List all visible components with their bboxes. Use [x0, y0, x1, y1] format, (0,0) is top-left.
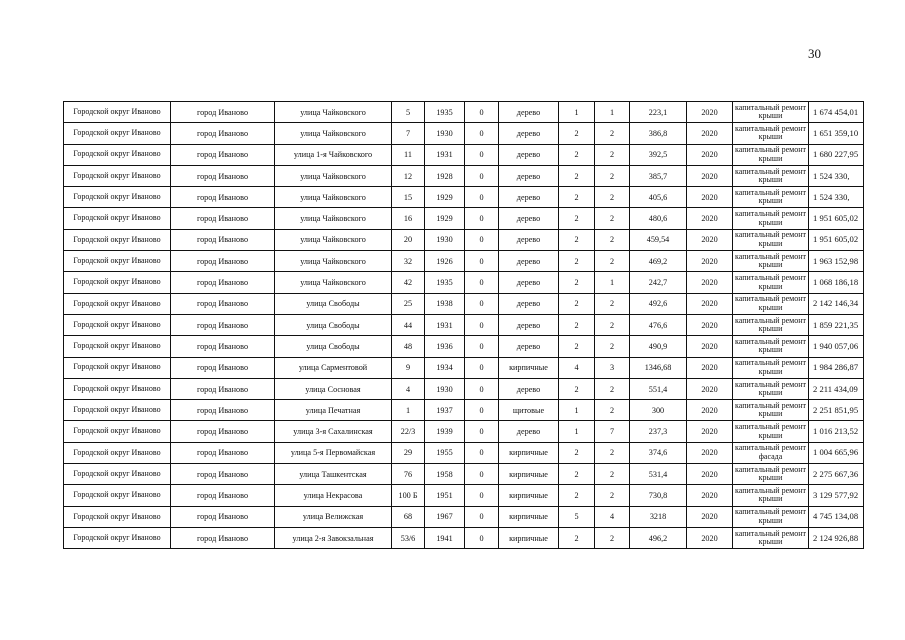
plan-year-cell: 2020: [687, 378, 733, 399]
cost-cell: 1 016 213,52: [809, 421, 864, 442]
work-type-cell: капитальный ремонт крыши: [733, 485, 809, 506]
entrances-cell: 1: [595, 272, 630, 293]
cost-cell: 1 004 665,96: [809, 442, 864, 463]
zero-cell: 0: [465, 400, 499, 421]
floors-cell: 1: [559, 421, 595, 442]
district-cell: Городской округ Иваново: [64, 165, 171, 186]
floors-cell: 2: [559, 378, 595, 399]
city-cell: город Иваново: [171, 165, 275, 186]
work-type-cell: капитальный ремонт фасада: [733, 442, 809, 463]
entrances-cell: 2: [595, 251, 630, 272]
district-cell: Городской округ Иваново: [64, 102, 171, 123]
street-cell: улица 3-я Сахалинская: [275, 421, 392, 442]
zero-cell: 0: [465, 527, 499, 548]
plan-year-cell: 2020: [687, 464, 733, 485]
zero-cell: 0: [465, 485, 499, 506]
build-year-cell: 1938: [425, 293, 465, 314]
table-row: [64, 102, 864, 123]
build-year-cell: 1939: [425, 421, 465, 442]
area-cell: 496,2: [630, 527, 687, 548]
floors-cell: 2: [559, 229, 595, 250]
house-number-cell: 22/3: [392, 421, 425, 442]
house-number-cell: 7: [392, 123, 425, 144]
floors-cell: 2: [559, 336, 595, 357]
floors-cell: 2: [559, 485, 595, 506]
city-cell: город Иваново: [171, 144, 275, 165]
build-year-cell: 1926: [425, 251, 465, 272]
city-cell: город Иваново: [171, 527, 275, 548]
street-cell: улица Печатная: [275, 400, 392, 421]
work-type-cell: капитальный ремонт крыши: [733, 357, 809, 378]
house-number-cell: 44: [392, 314, 425, 335]
district-cell: Городской округ Иваново: [64, 400, 171, 421]
build-year-cell: 1934: [425, 357, 465, 378]
house-number-cell: 9: [392, 357, 425, 378]
street-cell: улица Некрасова: [275, 485, 392, 506]
area-cell: 730,8: [630, 485, 687, 506]
zero-cell: 0: [465, 102, 499, 123]
house-number-cell: 12: [392, 165, 425, 186]
area-cell: 531,4: [630, 464, 687, 485]
build-year-cell: 1931: [425, 314, 465, 335]
floors-cell: 5: [559, 506, 595, 527]
cost-cell: 1 674 454,01: [809, 102, 864, 123]
area-cell: 242,7: [630, 272, 687, 293]
entrances-cell: 3: [595, 357, 630, 378]
housing-repair-table: [63, 101, 864, 549]
plan-year-cell: 2020: [687, 485, 733, 506]
area-cell: 405,6: [630, 187, 687, 208]
work-type-cell: капитальный ремонт крыши: [733, 506, 809, 527]
zero-cell: 0: [465, 293, 499, 314]
district-cell: Городской округ Иваново: [64, 336, 171, 357]
entrances-cell: 1: [595, 102, 630, 123]
plan-year-cell: 2020: [687, 357, 733, 378]
area-cell: 480,6: [630, 208, 687, 229]
street-cell: улица Чайковского: [275, 272, 392, 293]
build-year-cell: 1928: [425, 165, 465, 186]
table-row: [64, 464, 864, 485]
district-cell: Городской округ Иваново: [64, 144, 171, 165]
house-number-cell: 53/6: [392, 527, 425, 548]
build-year-cell: 1929: [425, 208, 465, 229]
district-cell: Городской округ Иваново: [64, 506, 171, 527]
cost-cell: 2 142 146,34: [809, 293, 864, 314]
district-cell: Городской округ Иваново: [64, 293, 171, 314]
house-number-cell: 4: [392, 378, 425, 399]
table-row: [64, 357, 864, 378]
street-cell: улица Свободы: [275, 314, 392, 335]
work-type-cell: капитальный ремонт крыши: [733, 272, 809, 293]
plan-year-cell: 2020: [687, 251, 733, 272]
table-row: [64, 314, 864, 335]
district-cell: Городской округ Иваново: [64, 123, 171, 144]
entrances-cell: 2: [595, 187, 630, 208]
entrances-cell: 2: [595, 336, 630, 357]
area-cell: 469,2: [630, 251, 687, 272]
page-number: 30: [808, 46, 821, 61]
build-year-cell: 1937: [425, 400, 465, 421]
table-body: [64, 102, 864, 549]
wall-material-cell: кирпичные: [499, 357, 559, 378]
street-cell: улица Сосновая: [275, 378, 392, 399]
table-row: [64, 251, 864, 272]
city-cell: город Иваново: [171, 187, 275, 208]
plan-year-cell: 2020: [687, 229, 733, 250]
plan-year-cell: 2020: [687, 400, 733, 421]
zero-cell: 0: [465, 378, 499, 399]
plan-year-cell: 2020: [687, 527, 733, 548]
city-cell: город Иваново: [171, 251, 275, 272]
work-type-cell: капитальный ремонт крыши: [733, 464, 809, 485]
house-number-cell: 16: [392, 208, 425, 229]
work-type-cell: капитальный ремонт крыши: [733, 378, 809, 399]
zero-cell: 0: [465, 464, 499, 485]
city-cell: город Иваново: [171, 293, 275, 314]
work-type-cell: капитальный ремонт крыши: [733, 144, 809, 165]
street-cell: улица 2-я Завокзальная: [275, 527, 392, 548]
street-cell: улица Ташкентская: [275, 464, 392, 485]
table-row: [64, 144, 864, 165]
entrances-cell: 2: [595, 400, 630, 421]
city-cell: город Иваново: [171, 229, 275, 250]
cost-cell: 3 129 577,92: [809, 485, 864, 506]
wall-material-cell: дерево: [499, 251, 559, 272]
zero-cell: 0: [465, 208, 499, 229]
district-cell: Городской округ Иваново: [64, 378, 171, 399]
plan-year-cell: 2020: [687, 314, 733, 335]
district-cell: Городской округ Иваново: [64, 357, 171, 378]
table-row: [64, 208, 864, 229]
cost-cell: 1 940 057,06: [809, 336, 864, 357]
cost-cell: 1 068 186,18: [809, 272, 864, 293]
entrances-cell: 2: [595, 208, 630, 229]
zero-cell: 0: [465, 165, 499, 186]
floors-cell: 2: [559, 165, 595, 186]
district-cell: Городской округ Иваново: [64, 442, 171, 463]
zero-cell: 0: [465, 187, 499, 208]
wall-material-cell: кирпичные: [499, 464, 559, 485]
city-cell: город Иваново: [171, 208, 275, 229]
house-number-cell: 32: [392, 251, 425, 272]
plan-year-cell: 2020: [687, 144, 733, 165]
city-cell: город Иваново: [171, 378, 275, 399]
build-year-cell: 1935: [425, 102, 465, 123]
city-cell: город Иваново: [171, 442, 275, 463]
zero-cell: 0: [465, 442, 499, 463]
zero-cell: 0: [465, 229, 499, 250]
plan-year-cell: 2020: [687, 123, 733, 144]
cost-cell: 1 651 359,10: [809, 123, 864, 144]
wall-material-cell: дерево: [499, 336, 559, 357]
floors-cell: 2: [559, 251, 595, 272]
city-cell: город Иваново: [171, 506, 275, 527]
wall-material-cell: дерево: [499, 378, 559, 399]
entrances-cell: 2: [595, 165, 630, 186]
floors-cell: 2: [559, 464, 595, 485]
entrances-cell: 2: [595, 144, 630, 165]
floors-cell: 2: [559, 123, 595, 144]
zero-cell: 0: [465, 272, 499, 293]
cost-cell: 2 275 667,36: [809, 464, 864, 485]
street-cell: улица Свободы: [275, 336, 392, 357]
work-type-cell: капитальный ремонт крыши: [733, 293, 809, 314]
plan-year-cell: 2020: [687, 102, 733, 123]
house-number-cell: 11: [392, 144, 425, 165]
build-year-cell: 1929: [425, 187, 465, 208]
zero-cell: 0: [465, 251, 499, 272]
work-type-cell: капитальный ремонт крыши: [733, 123, 809, 144]
work-type-cell: капитальный ремонт крыши: [733, 251, 809, 272]
house-number-cell: 68: [392, 506, 425, 527]
city-cell: город Иваново: [171, 272, 275, 293]
area-cell: 492,6: [630, 293, 687, 314]
plan-year-cell: 2020: [687, 421, 733, 442]
wall-material-cell: дерево: [499, 187, 559, 208]
house-number-cell: 20: [392, 229, 425, 250]
area-cell: 459,54: [630, 229, 687, 250]
build-year-cell: 1958: [425, 464, 465, 485]
wall-material-cell: кирпичные: [499, 442, 559, 463]
build-year-cell: 1935: [425, 272, 465, 293]
build-year-cell: 1936: [425, 336, 465, 357]
street-cell: улица Чайковского: [275, 229, 392, 250]
district-cell: Городской округ Иваново: [64, 272, 171, 293]
zero-cell: 0: [465, 506, 499, 527]
house-number-cell: 25: [392, 293, 425, 314]
plan-year-cell: 2020: [687, 336, 733, 357]
house-number-cell: 1: [392, 400, 425, 421]
cost-cell: 1 951 605,02: [809, 208, 864, 229]
street-cell: улица 1-я Чайковского: [275, 144, 392, 165]
plan-year-cell: 2020: [687, 208, 733, 229]
entrances-cell: 2: [595, 314, 630, 335]
district-cell: Городской округ Иваново: [64, 485, 171, 506]
plan-year-cell: 2020: [687, 293, 733, 314]
district-cell: Городской округ Иваново: [64, 251, 171, 272]
table-row: [64, 527, 864, 548]
wall-material-cell: дерево: [499, 102, 559, 123]
table-row: [64, 336, 864, 357]
floors-cell: 1: [559, 400, 595, 421]
work-type-cell: капитальный ремонт крыши: [733, 208, 809, 229]
area-cell: 223,1: [630, 102, 687, 123]
entrances-cell: 2: [595, 123, 630, 144]
cost-cell: 4 745 134,08: [809, 506, 864, 527]
plan-year-cell: 2020: [687, 187, 733, 208]
floors-cell: 2: [559, 442, 595, 463]
district-cell: Городской округ Иваново: [64, 208, 171, 229]
house-number-cell: 100 Б: [392, 485, 425, 506]
wall-material-cell: дерево: [499, 208, 559, 229]
house-number-cell: 15: [392, 187, 425, 208]
wall-material-cell: кирпичные: [499, 506, 559, 527]
zero-cell: 0: [465, 144, 499, 165]
area-cell: 490,9: [630, 336, 687, 357]
floors-cell: 2: [559, 208, 595, 229]
wall-material-cell: дерево: [499, 165, 559, 186]
wall-material-cell: дерево: [499, 144, 559, 165]
floors-cell: 4: [559, 357, 595, 378]
wall-material-cell: дерево: [499, 123, 559, 144]
wall-material-cell: дерево: [499, 314, 559, 335]
district-cell: Городской округ Иваново: [64, 229, 171, 250]
entrances-cell: 2: [595, 442, 630, 463]
entrances-cell: 4: [595, 506, 630, 527]
city-cell: город Иваново: [171, 336, 275, 357]
zero-cell: 0: [465, 123, 499, 144]
entrances-cell: 2: [595, 527, 630, 548]
plan-year-cell: 2020: [687, 165, 733, 186]
street-cell: улица Чайковского: [275, 102, 392, 123]
city-cell: город Иваново: [171, 357, 275, 378]
area-cell: 476,6: [630, 314, 687, 335]
build-year-cell: 1931: [425, 144, 465, 165]
city-cell: город Иваново: [171, 102, 275, 123]
city-cell: город Иваново: [171, 123, 275, 144]
plan-year-cell: 2020: [687, 442, 733, 463]
zero-cell: 0: [465, 357, 499, 378]
entrances-cell: 2: [595, 229, 630, 250]
street-cell: улица Сарментовой: [275, 357, 392, 378]
wall-material-cell: дерево: [499, 272, 559, 293]
street-cell: улица Чайковского: [275, 251, 392, 272]
district-cell: Городской округ Иваново: [64, 314, 171, 335]
table-row: [64, 187, 864, 208]
plan-year-cell: 2020: [687, 506, 733, 527]
cost-cell: 1 951 605,02: [809, 229, 864, 250]
table-row: [64, 272, 864, 293]
build-year-cell: 1967: [425, 506, 465, 527]
house-number-cell: 42: [392, 272, 425, 293]
entrances-cell: 2: [595, 485, 630, 506]
area-cell: 392,5: [630, 144, 687, 165]
cost-cell: 2 251 851,95: [809, 400, 864, 421]
house-number-cell: 29: [392, 442, 425, 463]
area-cell: 374,6: [630, 442, 687, 463]
cost-cell: 1 524 330,: [809, 165, 864, 186]
street-cell: улица Чайковского: [275, 123, 392, 144]
work-type-cell: капитальный ремонт крыши: [733, 187, 809, 208]
city-cell: город Иваново: [171, 421, 275, 442]
floors-cell: 2: [559, 314, 595, 335]
wall-material-cell: дерево: [499, 421, 559, 442]
table-row: [64, 293, 864, 314]
district-cell: Городской округ Иваново: [64, 187, 171, 208]
house-number-cell: 5: [392, 102, 425, 123]
city-cell: город Иваново: [171, 314, 275, 335]
build-year-cell: 1941: [425, 527, 465, 548]
house-number-cell: 48: [392, 336, 425, 357]
table-row: [64, 229, 864, 250]
street-cell: улица 5-я Первомайская: [275, 442, 392, 463]
cost-cell: 2 211 434,09: [809, 378, 864, 399]
area-cell: 385,7: [630, 165, 687, 186]
city-cell: город Иваново: [171, 400, 275, 421]
build-year-cell: 1951: [425, 485, 465, 506]
cost-cell: 1 859 221,35: [809, 314, 864, 335]
entrances-cell: 7: [595, 421, 630, 442]
street-cell: улица Велижская: [275, 506, 392, 527]
street-cell: улица Чайковского: [275, 187, 392, 208]
district-cell: Городской округ Иваново: [64, 464, 171, 485]
work-type-cell: капитальный ремонт крыши: [733, 102, 809, 123]
zero-cell: 0: [465, 421, 499, 442]
work-type-cell: капитальный ремонт крыши: [733, 421, 809, 442]
table-row: [64, 442, 864, 463]
cost-cell: 2 124 926,88: [809, 527, 864, 548]
wall-material-cell: кирпичные: [499, 485, 559, 506]
house-number-cell: 76: [392, 464, 425, 485]
city-cell: город Иваново: [171, 485, 275, 506]
wall-material-cell: дерево: [499, 293, 559, 314]
table-row: [64, 400, 864, 421]
work-type-cell: капитальный ремонт крыши: [733, 336, 809, 357]
floors-cell: 1: [559, 102, 595, 123]
table-row: [64, 421, 864, 442]
entrances-cell: 2: [595, 378, 630, 399]
area-cell: 237,3: [630, 421, 687, 442]
area-cell: 1346,68: [630, 357, 687, 378]
work-type-cell: капитальный ремонт крыши: [733, 527, 809, 548]
district-cell: Городской округ Иваново: [64, 527, 171, 548]
entrances-cell: 2: [595, 464, 630, 485]
build-year-cell: 1930: [425, 378, 465, 399]
build-year-cell: 1955: [425, 442, 465, 463]
cost-cell: 1 984 286,87: [809, 357, 864, 378]
zero-cell: 0: [465, 336, 499, 357]
entrances-cell: 2: [595, 293, 630, 314]
city-cell: город Иваново: [171, 464, 275, 485]
cost-cell: 1 524 330,: [809, 187, 864, 208]
table-row: [64, 165, 864, 186]
table-row: [64, 485, 864, 506]
floors-cell: 2: [559, 187, 595, 208]
work-type-cell: капитальный ремонт крыши: [733, 165, 809, 186]
table-row: [64, 506, 864, 527]
street-cell: улица Чайковского: [275, 208, 392, 229]
floors-cell: 2: [559, 293, 595, 314]
floors-cell: 2: [559, 144, 595, 165]
work-type-cell: капитальный ремонт крыши: [733, 314, 809, 335]
floors-cell: 2: [559, 527, 595, 548]
area-cell: 551,4: [630, 378, 687, 399]
build-year-cell: 1930: [425, 229, 465, 250]
table-row: [64, 123, 864, 144]
zero-cell: 0: [465, 314, 499, 335]
cost-cell: 1 963 152,98: [809, 251, 864, 272]
work-type-cell: капитальный ремонт крыши: [733, 400, 809, 421]
area-cell: 300: [630, 400, 687, 421]
wall-material-cell: кирпичные: [499, 527, 559, 548]
table-row: [64, 378, 864, 399]
area-cell: 3218: [630, 506, 687, 527]
street-cell: улица Свободы: [275, 293, 392, 314]
floors-cell: 2: [559, 272, 595, 293]
street-cell: улица Чайковского: [275, 165, 392, 186]
work-type-cell: капитальный ремонт крыши: [733, 229, 809, 250]
area-cell: 386,8: [630, 123, 687, 144]
plan-year-cell: 2020: [687, 272, 733, 293]
wall-material-cell: дерево: [499, 229, 559, 250]
district-cell: Городской округ Иваново: [64, 421, 171, 442]
wall-material-cell: щитовые: [499, 400, 559, 421]
cost-cell: 1 680 227,95: [809, 144, 864, 165]
build-year-cell: 1930: [425, 123, 465, 144]
